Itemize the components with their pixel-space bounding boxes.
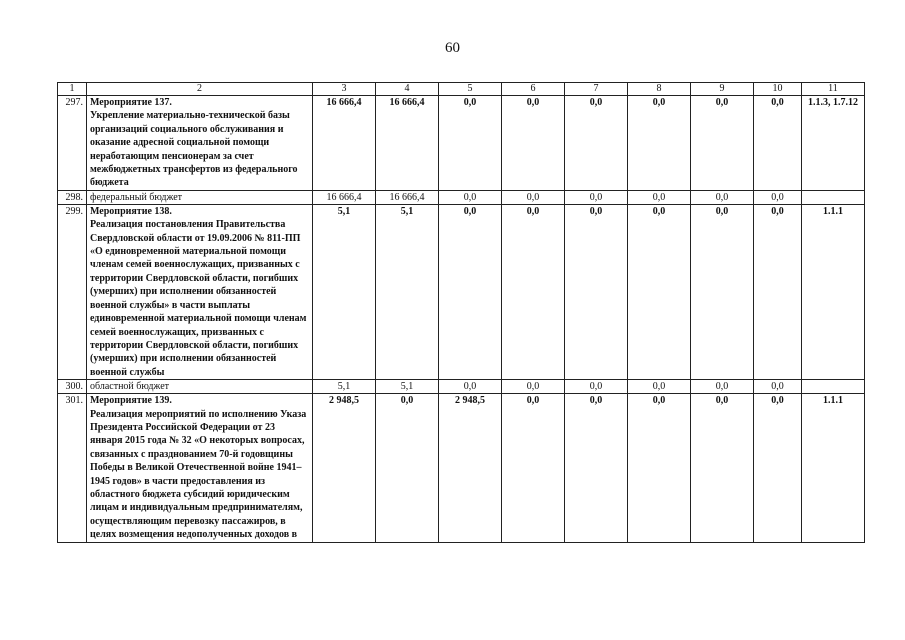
value-cell: 0,0 (754, 380, 802, 394)
column-header: 1 (58, 83, 87, 96)
value-cell: 0,0 (565, 394, 628, 542)
target-code-cell: 1.1.1 (802, 394, 865, 542)
column-header: 6 (502, 83, 565, 96)
page-number: 60 (445, 40, 460, 56)
budget-source: областной бюджет (87, 380, 313, 394)
value-cell: 5,1 (376, 380, 439, 394)
value-cell: 0,0 (502, 394, 565, 542)
measure-text: Реализация мероприятий по исполнению Указа Президента Российской Федерации от 23 января 2015 года № 32 «О некоторых вопросах, связанных с празднованием 70-й годовщины Победы в Великой Отечественной войне 1941–1945 годов» в части предоставления из областного бюджета субсидий юридическим лицам и индивидуальным предпринимателям, осуществляющим перевозку пассажиров, в целях возмещения недополученных доходов в (90, 408, 307, 541)
measure-title: Мероприятие 137. (90, 97, 172, 108)
value-cell: 16 666,4 (376, 96, 439, 191)
value-cell: 5,1 (313, 380, 376, 394)
value-cell: 0,0 (628, 394, 691, 542)
value-cell: 0,0 (565, 190, 628, 204)
row-number: 298. (58, 190, 87, 204)
table-row (58, 394, 865, 542)
value-cell: 0,0 (565, 204, 628, 379)
value-cell: 0,0 (439, 96, 502, 191)
table-row (58, 190, 865, 204)
column-header: 5 (439, 83, 502, 96)
value-cell: 0,0 (691, 380, 754, 394)
table-row (58, 380, 865, 394)
table-header-row (58, 83, 865, 96)
row-number: 297. (58, 96, 87, 191)
table-row (58, 96, 865, 191)
column-header: 9 (691, 83, 754, 96)
value-cell: 0,0 (691, 190, 754, 204)
target-code-cell: 1.1.3, 1.7.12 (802, 96, 865, 191)
expenditure-table (57, 82, 865, 543)
value-cell: 0,0 (754, 190, 802, 204)
column-header: 3 (313, 83, 376, 96)
measure-text: Укрепление материально-технической базы организаций социального обслуживания и оказание адресной социальной помощи неработающим пенсионерам за счет межбюджетных трансфертов из федерального бюджета (90, 110, 298, 189)
target-code-cell (802, 190, 865, 204)
value-cell: 0,0 (691, 204, 754, 379)
measure-text: Реализация постановления Правительства Свердловской области от 19.09.2006 № 811-ПП «О единовременной материальной помощи членам семей военнослужащих, призванных с территории Свердловской области, погибших (умерших) при исполнении обязанностей военной службы» в части выплаты единовременной материальной помощи членам семей военнослужащих, призванных с территории Свердловской области, погибших (умерших) при исполнении обязанностей военной службы (90, 219, 307, 378)
value-cell: 5,1 (313, 204, 376, 379)
value-cell: 0,0 (376, 394, 439, 542)
target-code-cell: 1.1.1 (802, 204, 865, 379)
row-number: 301. (58, 394, 87, 542)
value-cell: 5,1 (376, 204, 439, 379)
value-cell: 0,0 (502, 96, 565, 191)
value-cell: 0,0 (691, 394, 754, 542)
row-description (87, 394, 313, 542)
measure-title: Мероприятие 138. (90, 205, 172, 217)
column-header: 4 (376, 83, 439, 96)
value-cell: 0,0 (754, 394, 802, 542)
value-cell: 0,0 (439, 380, 502, 394)
value-cell: 0,0 (754, 204, 802, 379)
value-cell: 16 666,4 (313, 96, 376, 191)
row-number: 299. (58, 204, 87, 379)
column-header: 11 (802, 83, 865, 96)
value-cell: 0,0 (502, 380, 565, 394)
value-cell: 0,0 (754, 96, 802, 191)
budget-source: федеральный бюджет (87, 190, 313, 204)
column-header: 10 (754, 83, 802, 96)
value-cell: 0,0 (691, 96, 754, 191)
target-code-cell (802, 380, 865, 394)
value-cell: 0,0 (565, 380, 628, 394)
value-cell: 2 948,5 (439, 394, 502, 542)
value-cell: 0,0 (628, 96, 691, 191)
value-cell: 0,0 (628, 380, 691, 394)
row-description (87, 204, 313, 379)
value-cell: 2 948,5 (313, 394, 376, 542)
column-header: 2 (87, 83, 313, 96)
value-cell: 0,0 (439, 190, 502, 204)
column-header: 7 (565, 83, 628, 96)
measure-title: Мероприятие 139. (90, 395, 172, 407)
value-cell: 0,0 (628, 190, 691, 204)
value-cell: 0,0 (565, 96, 628, 191)
value-cell: 16 666,4 (313, 190, 376, 204)
value-cell: 0,0 (628, 204, 691, 379)
row-number: 300. (58, 380, 87, 394)
value-cell: 0,0 (439, 204, 502, 379)
value-cell: 16 666,4 (376, 190, 439, 204)
table-row (58, 204, 865, 379)
column-header: 8 (628, 83, 691, 96)
row-description (87, 96, 313, 191)
value-cell: 0,0 (502, 204, 565, 379)
value-cell: 0,0 (502, 190, 565, 204)
